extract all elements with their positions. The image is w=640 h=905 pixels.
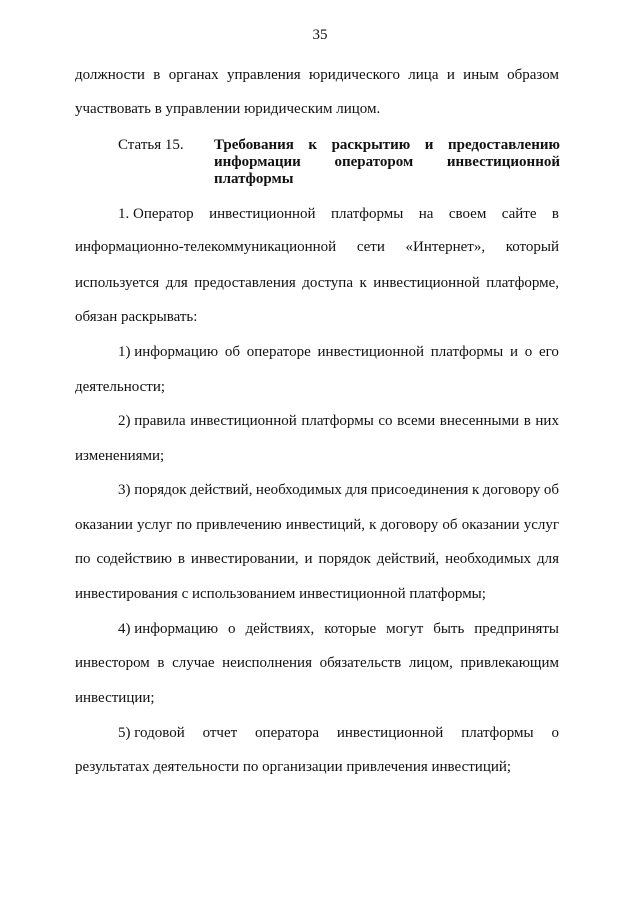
word: к (471, 482, 480, 498)
word: образом (507, 67, 559, 83)
word: лица (408, 67, 439, 83)
word: и (509, 344, 518, 360)
word: инвестиционной (446, 154, 560, 170)
item1-line-2: деятельности; (75, 379, 166, 395)
word: 1) информацию (118, 344, 219, 360)
word: по (176, 517, 192, 533)
word: оказании (75, 517, 133, 533)
word: для (345, 482, 368, 498)
word: платформы (430, 344, 504, 360)
word: платформы (330, 206, 404, 222)
article-label: Статья 15. (118, 137, 184, 153)
item2-line-1 (118, 412, 559, 430)
word: и (446, 67, 455, 83)
word: на (418, 206, 434, 222)
word: инвестиционной (190, 413, 297, 429)
word: инвестировании, (190, 551, 299, 567)
word: 4) информацию (118, 621, 219, 637)
word: сайте (501, 206, 537, 222)
word: управления (227, 67, 301, 83)
word: в (551, 206, 559, 222)
word: быть (433, 621, 465, 637)
page-number: 35 (312, 27, 328, 43)
word: к (359, 275, 367, 291)
word: привлечению (196, 517, 282, 533)
word: доступа (302, 275, 353, 291)
word: оператора (255, 725, 320, 741)
item3-line-4: инвестирования с использованием инвестиционной платформы; (75, 586, 486, 602)
word: о (228, 621, 236, 637)
word: юридического (309, 67, 400, 83)
word: предоставлению (447, 137, 560, 153)
word: своем (448, 206, 487, 222)
item4-line-1 (118, 620, 559, 638)
word: 3) порядок (118, 482, 187, 498)
word: в (177, 551, 186, 567)
p1-line-1 (118, 205, 559, 223)
word: должности (75, 67, 145, 83)
word: который (505, 239, 559, 255)
word: договору (482, 482, 541, 498)
word: них (535, 413, 559, 429)
word: неисполнения (222, 655, 312, 671)
word: действий, (190, 482, 253, 498)
word: в (153, 67, 161, 83)
article-title (214, 137, 560, 188)
word: инвестиционной (209, 206, 316, 222)
word: об (442, 517, 458, 533)
word: о (524, 344, 533, 360)
item5-line-2: результатах деятельности по организации привлечения инвестиций; (75, 759, 512, 775)
word: необходимых (445, 551, 532, 567)
word: предприняты (474, 621, 559, 637)
word: случае (172, 655, 215, 671)
word: используется (75, 275, 160, 291)
word: информации (214, 154, 301, 170)
intro-line-2: участвовать в управлении юридическим лицом. (75, 101, 381, 117)
article-title-line-1 (214, 137, 560, 154)
word: оказании (461, 517, 520, 533)
word: операторе (246, 344, 311, 360)
word: для (536, 551, 559, 567)
item1-line-1 (118, 343, 559, 361)
word: порядок (318, 551, 371, 567)
word: со (378, 413, 393, 429)
word: раскрытию (331, 137, 411, 153)
word: об (224, 344, 241, 360)
word: к (369, 517, 377, 533)
word: об (543, 482, 559, 498)
intro-line-1 (75, 66, 559, 84)
word: могут (386, 621, 424, 637)
word: предоставления (194, 275, 296, 291)
word: обязательств (319, 655, 402, 671)
word: лицом, (408, 655, 453, 671)
p1-line-4: обязан раскрывать: (75, 309, 198, 325)
word: о (551, 725, 559, 741)
word: к (308, 137, 318, 153)
word: инвестором (75, 655, 150, 671)
word: услуг (523, 517, 559, 533)
word: платформе, (486, 275, 559, 291)
word: инвестиционной (317, 344, 424, 360)
item4-line-2 (75, 654, 559, 672)
word: и (424, 137, 434, 153)
word: привлекающим (460, 655, 559, 671)
word: по (75, 551, 91, 567)
word: Требования (214, 137, 294, 153)
word: 2) правила (118, 413, 186, 429)
word: которые (324, 621, 377, 637)
word: информационно-телекоммуникационной (75, 239, 337, 255)
word: инвестиций, (285, 517, 366, 533)
word: содействию (96, 551, 173, 567)
item5-line-1 (118, 724, 559, 742)
word: действий, (376, 551, 440, 567)
word: действиях, (245, 621, 315, 637)
word: отчет (202, 725, 238, 741)
word: 5) годовой (118, 725, 185, 741)
word: сети (356, 239, 385, 255)
item4-line-3: инвестиции; (75, 690, 155, 706)
article-title-line-3: платформы (214, 171, 294, 187)
item2-line-2: изменениями; (75, 448, 165, 464)
word: его (539, 344, 559, 360)
word: «Интернет», (405, 239, 486, 255)
word: инвестиционной (373, 275, 480, 291)
p1-line-3 (75, 274, 559, 292)
word: для (165, 275, 188, 291)
item3-line-1 (118, 481, 559, 499)
word: инвестиционной (336, 725, 444, 741)
word: и (304, 551, 313, 567)
word: в (157, 655, 165, 671)
word: оператором (334, 154, 414, 170)
word: 1. Оператор (118, 206, 194, 222)
word: присоединения (370, 482, 469, 498)
p1-line-2 (75, 238, 559, 256)
word: договору (380, 517, 439, 533)
word: органах (168, 67, 219, 83)
word: внесенными (439, 413, 520, 429)
word: в (523, 413, 531, 429)
word: услуг (137, 517, 173, 533)
item3-line-2 (75, 516, 559, 534)
word: необходимых (255, 482, 342, 498)
word: всеми (397, 413, 436, 429)
article-title-line-2 (214, 154, 560, 171)
word: платформы (301, 413, 374, 429)
word: платформы (461, 725, 534, 741)
item3-line-3 (75, 550, 559, 568)
word: иным (463, 67, 499, 83)
